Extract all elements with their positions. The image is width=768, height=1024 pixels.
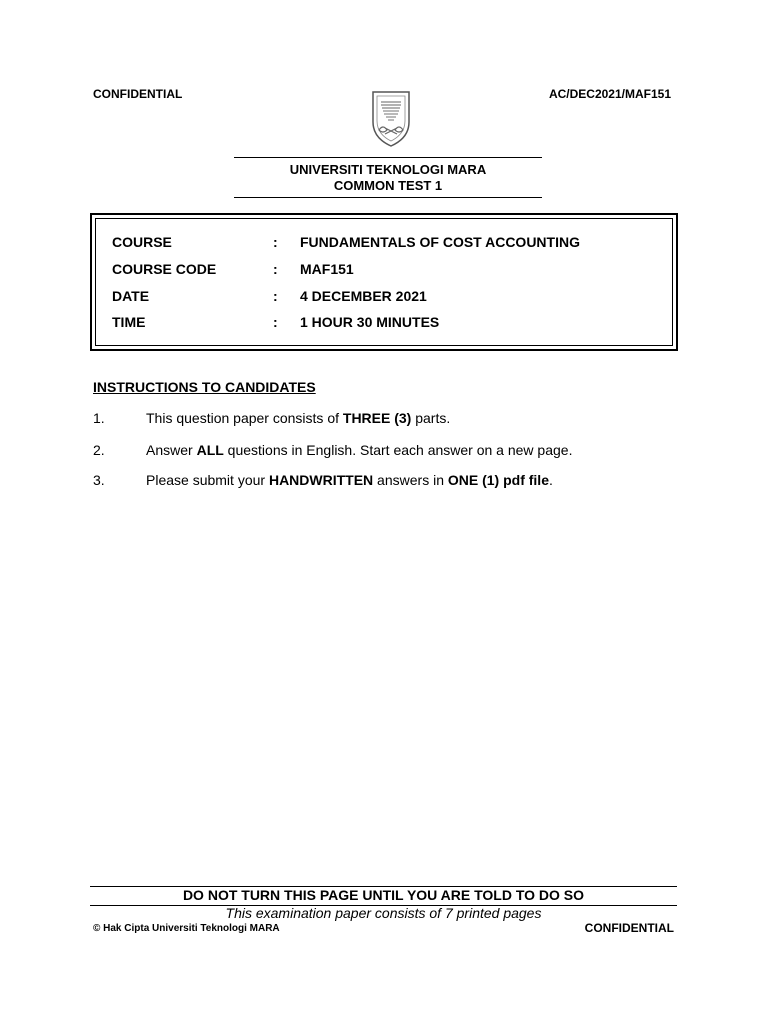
course-details-inner [95, 218, 673, 346]
detail-value: FUNDAMENTALS OF COST ACCOUNTING [300, 234, 580, 250]
instruction-text-part: questions in English. Start each answer on a new page. [223, 442, 573, 458]
title-bottom-rule [234, 197, 542, 198]
university-name: UNIVERSITI TEKNOLOGI MARA [289, 162, 487, 177]
instruction-text [146, 410, 450, 426]
instruction-emphasis: THREE (3) [342, 410, 412, 426]
instruction-emphasis: ONE (1) pdf file [447, 472, 549, 488]
detail-value: MAF151 [300, 261, 354, 277]
instruction-text-part: parts. [411, 410, 451, 426]
instruction-text [146, 472, 553, 488]
detail-colon: : [273, 234, 278, 250]
footer-page-count: This examination paper consists of 7 printed pages [225, 905, 542, 921]
confidential-header-left: CONFIDENTIAL [93, 87, 183, 101]
instruction-text-part: Please submit your [146, 472, 269, 488]
confidential-footer-right: CONFIDENTIAL [584, 921, 674, 935]
detail-colon: : [273, 288, 278, 304]
footer-copyright: © Hak Cipta Universiti Teknologi MARA [93, 923, 280, 934]
title-top-rule [234, 157, 542, 158]
detail-colon: : [273, 314, 278, 330]
paper-code-header: AC/DEC2021/MAF151 [548, 87, 671, 101]
instruction-number: 3. [93, 472, 105, 488]
instruction-text-part: Answer [146, 442, 197, 458]
instruction-text-part: answers in [373, 472, 448, 488]
detail-label: COURSE [112, 234, 172, 250]
instruction-text-part: This question paper consists of [146, 410, 343, 426]
course-details-box [90, 213, 678, 351]
instruction-emphasis: HANDWRITTEN [268, 472, 374, 488]
footer-warning: DO NOT TURN THIS PAGE UNTIL YOU ARE TOLD TO DO SO [182, 887, 585, 903]
detail-colon: : [273, 261, 278, 277]
detail-label: TIME [112, 314, 146, 330]
university-crest-icon [361, 88, 421, 150]
instruction-number: 1. [93, 410, 105, 426]
detail-value: 1 HOUR 30 MINUTES [300, 314, 440, 330]
instruction-emphasis: ALL [196, 442, 224, 458]
instructions-heading: INSTRUCTIONS TO CANDIDATES [93, 379, 316, 395]
detail-label: DATE [112, 288, 150, 304]
instruction-text-part: . [549, 472, 553, 488]
instruction-number: 2. [93, 442, 105, 458]
title-block [234, 162, 542, 194]
detail-label: COURSE CODE [112, 261, 217, 277]
test-name: COMMON TEST 1 [333, 178, 443, 193]
instruction-text [146, 442, 572, 458]
detail-value: 4 DECEMBER 2021 [300, 288, 427, 304]
